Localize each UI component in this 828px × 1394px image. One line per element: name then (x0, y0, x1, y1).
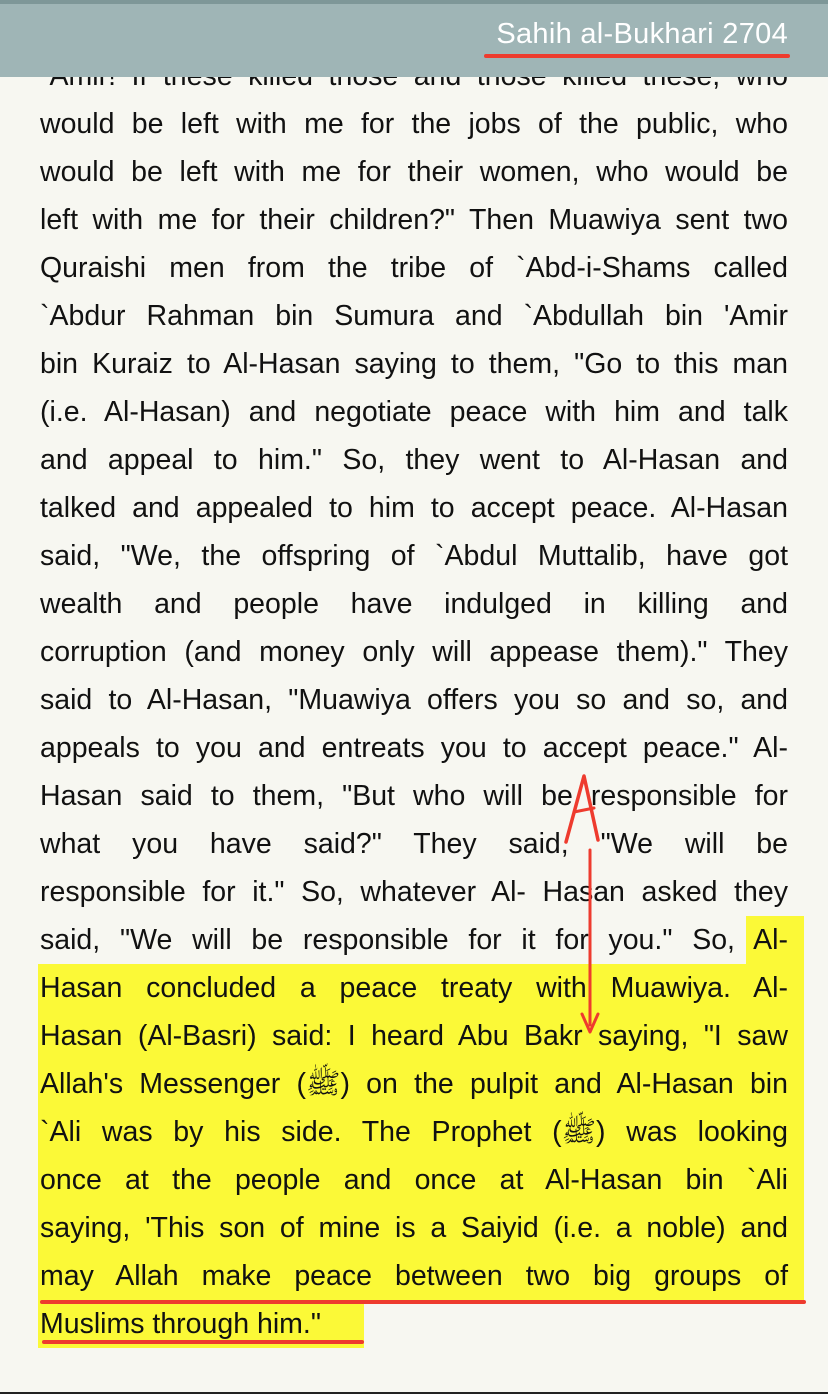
passage-line: responsible for it." So, whatever Al- Hasan asked they (40, 876, 788, 908)
hadith-reference-title: Sahih al-Bukhari 2704 (496, 18, 788, 50)
passage-line-text: said, "We will be responsible for it for you." So, Al- (40, 924, 788, 956)
title-bar (0, 0, 828, 77)
passage-line-text: saying, 'This son of mine is a Saiyid (i.e. a noble) and (40, 1212, 788, 1244)
passage-line-text: Muslims through him." (40, 1308, 321, 1340)
passage-line-text: Hasan concluded a peace treaty with Muawiya. Al- (40, 972, 788, 1004)
passage-line-highlighted (40, 1252, 788, 1300)
passage-line-highlighted (40, 1300, 788, 1348)
passage-line-highlighted (40, 1060, 788, 1108)
passage-line-text: may Allah make peace between two big groups of (40, 1260, 788, 1292)
hadith-passage (40, 52, 788, 1348)
passage-line-highlighted (40, 1204, 788, 1252)
passage-line-text: once at the people and once at Al-Hasan bin `Ali (40, 1164, 788, 1196)
passage-line: wealth and people have indulged in killing and (40, 588, 788, 620)
passage-line: Quraishi men from the tribe of `Abd-i-Shams called (40, 252, 788, 284)
passage-line-highlighted (40, 964, 788, 1012)
passage-line: Hasan said to them, "But who will be responsible for (40, 780, 788, 812)
passage-line: left with me for their children?" Then Muawiya sent two (40, 204, 788, 236)
passage-line: bin Kuraiz to Al-Hasan saying to them, "Go to this man (40, 348, 788, 380)
passage-line: (i.e. Al-Hasan) and negotiate peace with him and talk (40, 396, 788, 428)
passage-line-text: `Ali was by his side. The Prophet (ﷺ) was looking (40, 1116, 788, 1148)
passage-line: `Abdur Rahman bin Sumura and `Abdullah bin 'Amir (40, 300, 788, 332)
passage-line-highlighted (40, 1108, 788, 1156)
passage-line-text: Hasan (Al-Basri) said: I heard Abu Bakr saying, "I saw (40, 1020, 788, 1052)
passage-line: said, "We, the offspring of `Abdul Muttalib, have got (40, 540, 788, 572)
passage-line: appeals to you and entreats you to accept peace." Al- (40, 732, 788, 764)
passage-line-highlight-start (40, 916, 788, 964)
passage-line: talked and appealed to him to accept peace. Al-Hasan (40, 492, 788, 524)
passage-line-highlighted (40, 1156, 788, 1204)
passage-line: what you have said?" They said, "We will be (40, 828, 788, 860)
passage-line: corruption (and money only will appease them)." They (40, 636, 788, 668)
passage-line: said to Al-Hasan, "Muawiya offers you so and so, and (40, 684, 788, 716)
passage-line-text: Allah's Messenger (ﷺ) on the pulpit and Al-Hasan bin (40, 1068, 788, 1100)
passage-line-highlighted (40, 1012, 788, 1060)
passage-line: and appeal to him." So, they went to Al-Hasan and (40, 444, 788, 476)
passage-line: would be left with me for their women, who would be (40, 156, 788, 188)
passage-line: would be left with me for the jobs of the public, who (40, 108, 788, 140)
